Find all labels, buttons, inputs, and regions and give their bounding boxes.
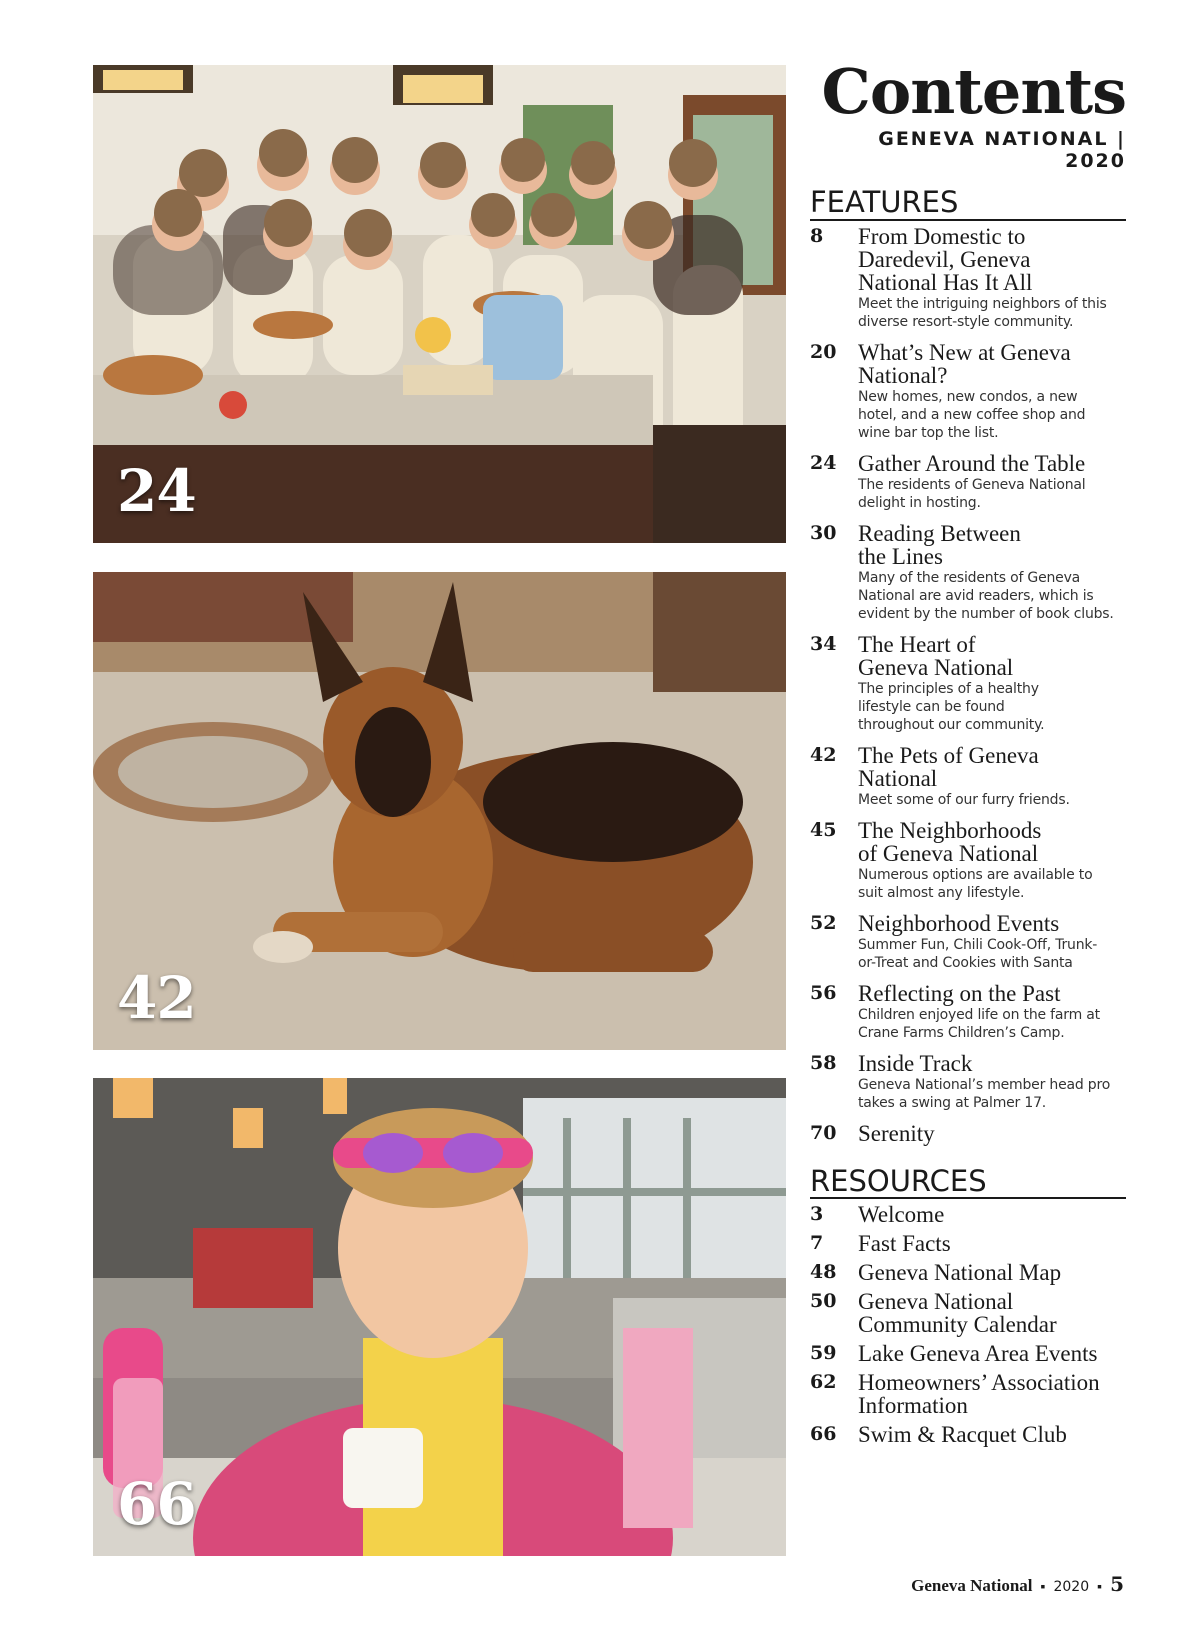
toc-entry (810, 225, 1126, 331)
toc-entry (810, 522, 1126, 623)
toc-entry-description (858, 569, 1126, 623)
toc-entry-body (858, 1371, 1126, 1417)
toc-entry-title-line: The Neighborhoods (858, 817, 1042, 843)
toc-entry-description (858, 295, 1126, 331)
toc-entry-description-line: evident by the number of book clubs. (858, 605, 1114, 622)
toc-entry-description-line: National are avid readers, which is (858, 587, 1094, 604)
toc-entry-title (858, 1122, 1126, 1145)
toc-entry-title-line: Geneva National (858, 654, 1014, 680)
toc-entry-page: 52 (810, 911, 837, 934)
photo-page-number: 42 (117, 964, 196, 1032)
toc-entry-title (858, 1232, 1126, 1255)
toc-entry-title-line: Neighborhood Events (858, 910, 1060, 936)
toc-entry-title-line: Community Calendar (858, 1312, 1057, 1338)
girl-ice-cream-image (93, 1078, 786, 1556)
toc-entry-body (858, 522, 1126, 623)
toc-entry-body (858, 1052, 1126, 1112)
resources-list (810, 1203, 1126, 1446)
toc-entry-description-line: New homes, new condos, a new (858, 388, 1078, 405)
toc-entry-description-line: takes a swing at Palmer 17. (858, 1094, 1047, 1111)
toc-entry-page: 7 (810, 1232, 824, 1255)
toc-entry-description-line: Meet some of our furry friends. (858, 791, 1070, 808)
page-subtitle: GENEVA NATIONAL | 2020 (878, 128, 1126, 173)
footer-separator: ▪ (1040, 1580, 1046, 1595)
toc-entry-description-line: throughout our community. (858, 716, 1045, 733)
toc-entry-title (858, 633, 1126, 679)
toc-entry-title-line: Reflecting on the Past (858, 980, 1061, 1006)
toc-entry-body (858, 341, 1126, 442)
toc-entry-page: 70 (810, 1121, 837, 1144)
toc-entry-description-line: lifestyle can be found (858, 698, 1005, 715)
toc-entry-page: 58 (810, 1051, 837, 1074)
toc-entry-description (858, 936, 1126, 972)
german-shepherd-image (93, 572, 786, 1050)
toc-entry-description (858, 791, 1126, 809)
toc-entry-page: 59 (810, 1342, 837, 1365)
toc-entry-title-line: The Heart of (858, 631, 976, 657)
toc-entry (810, 819, 1126, 902)
resources-heading: RESOURCES (810, 1165, 1126, 1199)
toc-entry-title-line: Lake Geneva Area Events (858, 1341, 1098, 1367)
toc-entry-title-line: Daredevil, Geneva (858, 246, 1031, 272)
toc-entry-body (858, 1423, 1126, 1446)
photo-girl-ice-cream (93, 1078, 786, 1556)
toc-entry (810, 1261, 1126, 1284)
toc-entry-title-line: Inside Track (858, 1050, 973, 1076)
toc-entry-title-line: Geneva National Map (858, 1260, 1062, 1286)
footer-publication: Geneva National (911, 1576, 1033, 1595)
toc-entry-title (858, 1290, 1126, 1336)
toc-entry-title-line: the Lines (858, 543, 943, 569)
toc-entry (810, 633, 1126, 734)
features-heading: FEATURES (810, 186, 1126, 220)
photo-page-number: 24 (117, 457, 196, 525)
footer-separator: ▪ (1097, 1580, 1103, 1595)
table-of-contents (810, 55, 1126, 1448)
toc-entry-description-line: Summer Fun, Chili Cook-Off, Trunk- (858, 936, 1098, 953)
toc-entry-body (858, 1261, 1126, 1284)
toc-entry-description-line: The residents of Geneva National (858, 476, 1086, 493)
toc-entry-body (858, 982, 1126, 1042)
toc-entry-title-line: Homeowners’ Association (858, 1370, 1100, 1396)
toc-entry-description (858, 866, 1126, 902)
toc-entry-body (858, 744, 1126, 809)
toc-entry-title-line: Reading Between (858, 520, 1021, 546)
footer-page-number: 5 (1110, 1572, 1124, 1596)
toc-entry-title (858, 1203, 1126, 1226)
toc-entry-body (858, 225, 1126, 331)
toc-entry (810, 982, 1126, 1042)
toc-entry-page: 24 (810, 451, 837, 474)
page-footer (911, 1572, 1124, 1596)
toc-entry-title (858, 982, 1126, 1005)
toc-entry-body (858, 633, 1126, 734)
toc-entry-body (858, 1342, 1126, 1365)
toc-entry-body (858, 1290, 1126, 1336)
toc-entry-body (858, 819, 1126, 902)
toc-entry-body (858, 1122, 1126, 1145)
toc-entry-description-line: Geneva National’s member head pro (858, 1076, 1111, 1093)
toc-entry (810, 1423, 1126, 1446)
toc-entry-title (858, 452, 1126, 475)
toc-entry-description-line: Many of the residents of Geneva (858, 569, 1081, 586)
toc-entry (810, 1371, 1126, 1417)
photo-kitchen-gathering (93, 65, 786, 543)
toc-entry-description-line: delight in hosting. (858, 494, 981, 511)
toc-entry-title-line: From Domestic to (858, 223, 1026, 249)
toc-entry (810, 1232, 1126, 1255)
toc-entry-description-line: Numerous options are available to (858, 866, 1093, 883)
toc-entry-body (858, 452, 1126, 512)
toc-entry-title-line: National Has It All (858, 269, 1033, 295)
toc-entry (810, 341, 1126, 442)
toc-entry-title-line: Serenity (858, 1120, 935, 1146)
toc-entry-body (858, 912, 1126, 972)
photo-german-shepherd (93, 572, 786, 1050)
toc-entry-title-line: Information (858, 1393, 968, 1419)
toc-entry (810, 1290, 1126, 1336)
toc-entry (810, 1203, 1126, 1226)
toc-entry-title (858, 1052, 1126, 1075)
toc-entry-description-line: Meet the intriguing neighbors of this (858, 295, 1107, 312)
toc-entry-title-line: National (858, 765, 938, 791)
toc-entry (810, 1342, 1126, 1365)
photo-page-number: 66 (117, 1470, 196, 1538)
toc-entry-description (858, 680, 1126, 734)
toc-entry-title-line: Welcome (858, 1202, 945, 1228)
toc-entry-page: 66 (810, 1423, 837, 1446)
toc-entry-description (858, 388, 1126, 442)
toc-entry (810, 912, 1126, 972)
toc-entry-page: 42 (810, 743, 837, 766)
toc-entry-title-line: Fast Facts (858, 1231, 951, 1257)
toc-entry-page: 8 (810, 224, 824, 247)
toc-entry-title-line: Swim & Racquet Club (858, 1422, 1067, 1448)
toc-entry-page: 3 (810, 1203, 824, 1226)
toc-entry (810, 452, 1126, 512)
toc-entry-description-line: hotel, and a new coffee shop and (858, 406, 1086, 423)
toc-entry (810, 1122, 1126, 1145)
toc-entry-title (858, 1342, 1126, 1365)
toc-entry-title (858, 912, 1126, 935)
toc-entry-description-line: The principles of a healthy (858, 680, 1039, 697)
toc-entry-description-line: Crane Farms Children’s Camp. (858, 1024, 1065, 1041)
toc-entry-description-line: Children enjoyed life on the farm at (858, 1006, 1100, 1023)
toc-entry-description-line: suit almost any lifestyle. (858, 884, 1025, 901)
toc-entry-title-line: of Geneva National (858, 840, 1039, 866)
page-title: Contents (821, 55, 1126, 128)
toc-entry-title-line: Geneva National (858, 1289, 1014, 1315)
toc-entry-body (858, 1203, 1126, 1226)
toc-entry-title-line: National? (858, 362, 948, 388)
toc-entry-page: 48 (810, 1261, 837, 1284)
toc-entry-title (858, 225, 1126, 294)
toc-entry-title-line: What’s New at Geneva (858, 339, 1071, 365)
toc-entry-page: 56 (810, 981, 837, 1004)
footer-year: 2020 (1053, 1579, 1090, 1595)
features-list (810, 225, 1126, 1145)
toc-entry-description (858, 1006, 1126, 1042)
toc-entry-title (858, 744, 1126, 790)
toc-entry-page: 20 (810, 340, 837, 363)
toc-entry-title (858, 1371, 1126, 1417)
toc-entry-description (858, 1076, 1126, 1112)
toc-entry-page: 45 (810, 818, 837, 841)
toc-entry-page: 62 (810, 1371, 837, 1394)
toc-entry-title-line: The Pets of Geneva (858, 742, 1039, 768)
toc-entry-title (858, 341, 1126, 387)
kitchen-gathering-image (93, 65, 786, 543)
toc-entry (810, 744, 1126, 809)
toc-entry-description-line: or-Treat and Cookies with Santa (858, 954, 1073, 971)
toc-entry-title-line: Gather Around the Table (858, 450, 1086, 476)
toc-entry-title (858, 819, 1126, 865)
toc-entry-title (858, 1261, 1126, 1284)
toc-entry-title (858, 522, 1126, 568)
toc-entry-description-line: wine bar top the list. (858, 424, 999, 441)
toc-entry-description (858, 476, 1126, 512)
toc-entry-page: 34 (810, 632, 837, 655)
toc-entry-page: 30 (810, 521, 837, 544)
toc-entry (810, 1052, 1126, 1112)
toc-entry-description-line: diverse resort-style community. (858, 313, 1074, 330)
toc-entry-body (858, 1232, 1126, 1255)
toc-entry-title (858, 1423, 1126, 1446)
toc-entry-page: 50 (810, 1290, 837, 1313)
